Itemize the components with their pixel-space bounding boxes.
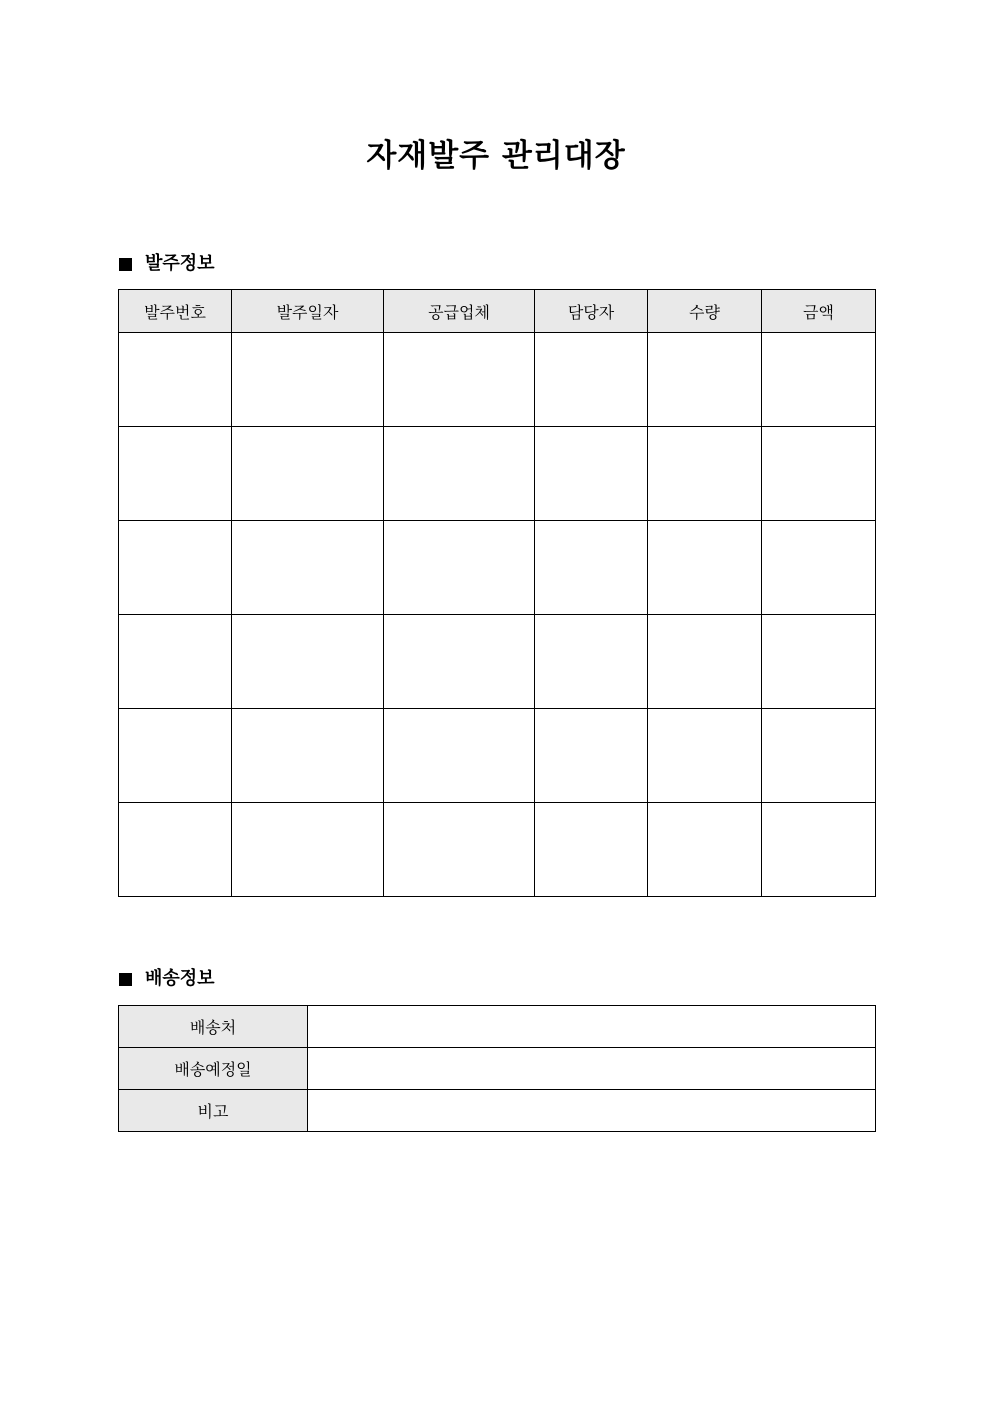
table-cell[interactable] <box>119 333 232 427</box>
table-cell[interactable] <box>232 521 384 615</box>
column-header-supplier: 공급업체 <box>384 290 535 333</box>
field-value-destination[interactable] <box>308 1006 876 1048</box>
table-cell[interactable] <box>119 615 232 709</box>
delivery-info-table <box>118 1005 876 1132</box>
column-header-manager: 담당자 <box>535 290 648 333</box>
delivery-row-remarks <box>119 1090 876 1132</box>
column-header-amount: 금액 <box>762 290 876 333</box>
table-cell[interactable] <box>119 521 232 615</box>
table-row <box>119 427 876 521</box>
table-cell[interactable] <box>384 615 535 709</box>
field-value-scheduled-date[interactable] <box>308 1048 876 1090</box>
table-cell[interactable] <box>384 709 535 803</box>
table-cell[interactable] <box>384 521 535 615</box>
table-cell[interactable] <box>762 803 876 897</box>
table-cell[interactable] <box>232 803 384 897</box>
table-cell[interactable] <box>762 615 876 709</box>
order-table-header-row <box>119 290 876 333</box>
table-cell[interactable] <box>119 709 232 803</box>
table-row <box>119 521 876 615</box>
table-cell[interactable] <box>648 521 762 615</box>
delivery-row-scheduled-date <box>119 1048 876 1090</box>
field-label-scheduled-date: 배송예정일 <box>119 1048 308 1090</box>
table-cell[interactable] <box>384 427 535 521</box>
table-cell[interactable] <box>535 521 648 615</box>
table-row <box>119 333 876 427</box>
table-cell[interactable] <box>535 427 648 521</box>
table-cell[interactable] <box>232 427 384 521</box>
table-row <box>119 615 876 709</box>
table-cell[interactable] <box>232 333 384 427</box>
table-cell[interactable] <box>762 427 876 521</box>
table-cell[interactable] <box>648 427 762 521</box>
table-cell[interactable] <box>762 521 876 615</box>
column-header-quantity: 수량 <box>648 290 762 333</box>
delivery-row-destination <box>119 1006 876 1048</box>
table-cell[interactable] <box>648 803 762 897</box>
table-row <box>119 803 876 897</box>
document-title: 자재발주 관리대장 <box>366 138 626 174</box>
table-cell[interactable] <box>762 709 876 803</box>
table-cell[interactable] <box>535 333 648 427</box>
table-cell[interactable] <box>762 333 876 427</box>
field-label-remarks: 비고 <box>119 1090 308 1132</box>
order-info-table <box>118 289 876 897</box>
table-cell[interactable] <box>119 803 232 897</box>
table-cell[interactable] <box>648 615 762 709</box>
table-cell[interactable] <box>384 803 535 897</box>
order-info-heading-label: 발주정보 <box>145 253 215 274</box>
table-cell[interactable] <box>648 709 762 803</box>
order-info-heading <box>119 252 215 276</box>
table-cell[interactable] <box>535 803 648 897</box>
delivery-info-heading-label: 배송정보 <box>145 968 215 989</box>
table-row <box>119 709 876 803</box>
square-bullet-icon <box>119 258 132 271</box>
table-cell[interactable] <box>648 333 762 427</box>
table-cell[interactable] <box>384 333 535 427</box>
column-header-order-number: 발주번호 <box>119 290 232 333</box>
column-header-order-date: 발주일자 <box>232 290 384 333</box>
table-cell[interactable] <box>232 709 384 803</box>
field-label-destination: 배송처 <box>119 1006 308 1048</box>
table-cell[interactable] <box>119 427 232 521</box>
table-cell[interactable] <box>535 615 648 709</box>
delivery-info-heading <box>119 967 215 991</box>
square-bullet-icon <box>119 973 132 986</box>
table-cell[interactable] <box>535 709 648 803</box>
field-value-remarks[interactable] <box>308 1090 876 1132</box>
table-cell[interactable] <box>232 615 384 709</box>
